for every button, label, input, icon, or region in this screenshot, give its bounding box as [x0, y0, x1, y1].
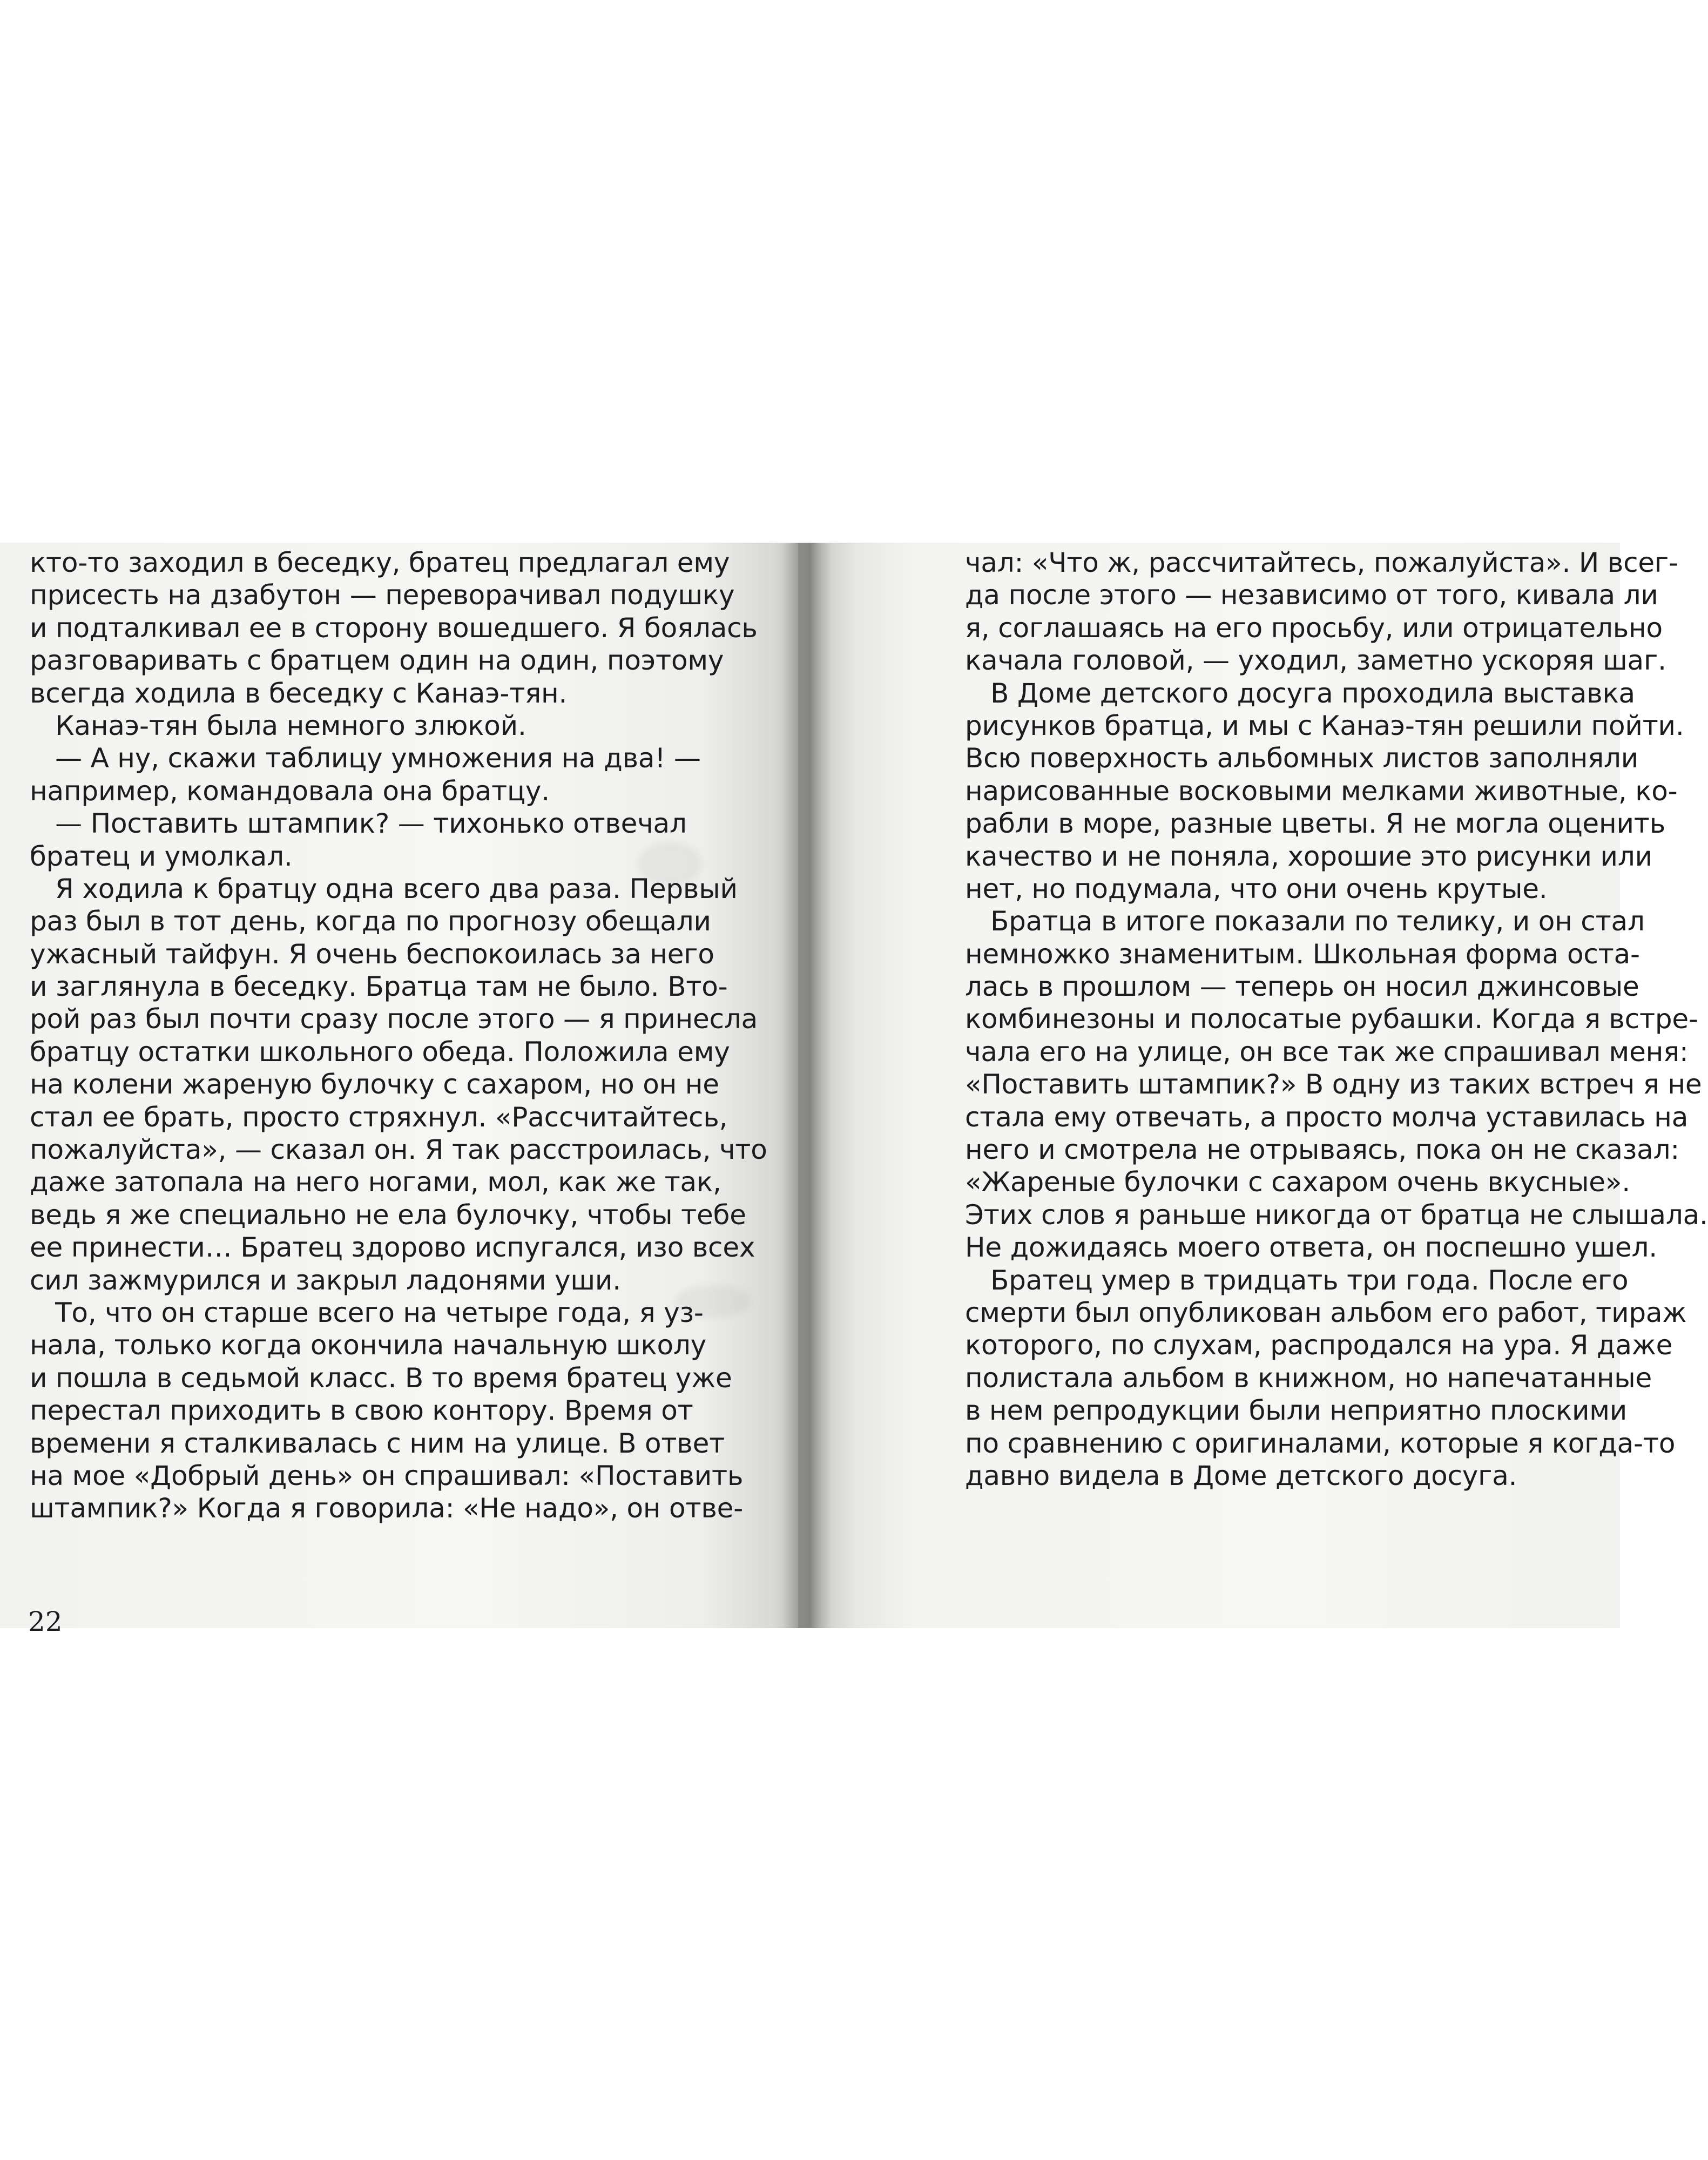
text-line: «Жареные булочки с сахаром очень вкусные». — [965, 1166, 1630, 1198]
text-line: нарисованные восковыми мелками животные, ко- — [965, 775, 1678, 807]
text-line: братцу остатки школьного обеда. Положила ему — [30, 1036, 730, 1068]
page-number: 22 — [28, 1606, 63, 1637]
text-line: «Поставить штампик?» В одну из таких встреч я не — [965, 1069, 1702, 1101]
text-line: немножко знаменитым. Школьная форма оста- — [965, 938, 1640, 970]
text-line: качала головой, — уходил, заметно ускоряя шаг. — [965, 645, 1666, 677]
text-line: стала ему отвечать, а просто молча уставилась на — [965, 1101, 1689, 1133]
text-line: братец и умолкал. — [30, 840, 293, 872]
text-line: То, что он старше всего на четыре года, я уз- — [30, 1297, 704, 1328]
text-line: полистала альбом в книжном, но напечатанные — [965, 1362, 1652, 1394]
text-line: я, соглашаясь на его просьбу, или отрицательно — [965, 612, 1663, 644]
text-line: смерти был опубликован альбом его работ, тираж — [965, 1297, 1687, 1328]
text-line: на мое «Добрый день» он спрашивал: «Поставить — [30, 1460, 744, 1491]
text-line: нет, но подумала, что они очень крутые. — [965, 873, 1548, 905]
text-line: — А ну, скажи таблицу умножения на два! — — [30, 742, 701, 774]
text-line: и подталкивал ее в сторону вошедшего. Я боялась — [30, 612, 758, 644]
text-line: чала его на улице, он все так же спрашивал меня: — [965, 1036, 1689, 1068]
text-line: которого, по слухам, распродался на ура. Я даже — [965, 1329, 1673, 1361]
text-line: в нем репродукции были неприятно плоскими — [965, 1395, 1628, 1427]
text-line: ужасный тайфун. Я очень беспокоилась за него — [30, 938, 714, 970]
text-line: да после этого — независимо от того, кивала ли — [965, 579, 1658, 611]
text-line: например, командовала она братцу. — [30, 775, 550, 807]
text-line: времени я сталкивалась с ним на улице. В ответ — [30, 1427, 725, 1459]
right-page-body-text — [965, 546, 1708, 1492]
text-line: раз был в тот день, когда по прогнозу обещали — [30, 906, 711, 937]
text-line: него и смотрела не отрываясь, пока он не сказал: — [965, 1134, 1680, 1166]
text-line: рисунков братца, и мы с Канаэ-тян решили пойти. — [965, 710, 1684, 741]
text-line: кто-то заходил в беседку, братец предлагал ему — [30, 547, 730, 578]
text-line: — Поставить штампик? — тихонько отвечал — [30, 808, 687, 840]
text-line: и заглянула в беседку. Братца там не было. Вто- — [30, 971, 728, 1003]
text-line: по сравнению с оригиналами, которые я когда-то — [965, 1427, 1676, 1459]
text-line: чал: «Что ж, рассчитайтесь, пожалуйста». И всег- — [965, 547, 1678, 578]
text-line: перестал приходить в свою контору. Время от — [30, 1395, 693, 1427]
book-gutter-shadow — [783, 543, 832, 1628]
text-line: Братец умер в тридцать три года. После его — [965, 1264, 1629, 1296]
text-line: Братца в итоге показали по телику, и он стал — [965, 906, 1645, 937]
text-line: ее принести… Братец здорово испугался, изо всех — [30, 1232, 755, 1264]
text-line: Всю поверхность альбомных листов заполняли — [965, 742, 1639, 774]
text-line: Этих слов я раньше никогда от братца не слышала. — [965, 1199, 1708, 1231]
text-line: штампик?» Когда я говорила: «Не надо», он отве- — [30, 1493, 744, 1524]
text-line: нала, только когда окончила начальную школу — [30, 1329, 706, 1361]
text-line: Канаэ-тян была немного злюкой. — [30, 710, 526, 741]
text-line: давно видела в Доме детского досуга. — [965, 1460, 1517, 1491]
text-line: стал ее брать, просто стряхнул. «Рассчитайтесь, — [30, 1101, 728, 1133]
text-line: на колени жареную булочку с сахаром, но он не — [30, 1069, 719, 1101]
text-line: рой раз был почти сразу после этого — я принесла — [30, 1003, 758, 1035]
text-line: даже затопала на него ногами, мол, как же так, — [30, 1166, 721, 1198]
text-line: комбинезоны и полосатые рубашки. Когда я встре- — [965, 1003, 1698, 1035]
text-line: разговаривать с братцем один на один, поэтому — [30, 645, 724, 677]
text-line: качество и не поняла, хорошие это рисунки или — [965, 840, 1652, 872]
text-line: ведь я же специально не ела булочку, чтобы тебе — [30, 1199, 746, 1231]
text-line: присесть на дзабутон — переворачивал подушку — [30, 579, 735, 611]
text-line: пожалуйста», — сказал он. Я так расстроилась, что — [30, 1134, 767, 1166]
text-line: сил зажмурился и закрыл ладонями уши. — [30, 1264, 621, 1296]
text-line: рабли в море, разные цветы. Я не могла оценить — [965, 808, 1665, 840]
text-line: Я ходила к братцу одна всего два раза. Первый — [30, 873, 738, 905]
text-line: Не дожидаясь моего ответа, он поспешно ушел. — [965, 1232, 1657, 1264]
text-line: лась в прошлом — теперь он носил джинсовые — [965, 971, 1639, 1003]
text-line: и пошла в седьмой класс. В то время братец уже — [30, 1362, 732, 1394]
text-line: В Доме детского досуга проходила выставка — [965, 677, 1635, 709]
text-line: всегда ходила в беседку с Канаэ-тян. — [30, 677, 568, 709]
left-page-body-text — [30, 546, 767, 1525]
